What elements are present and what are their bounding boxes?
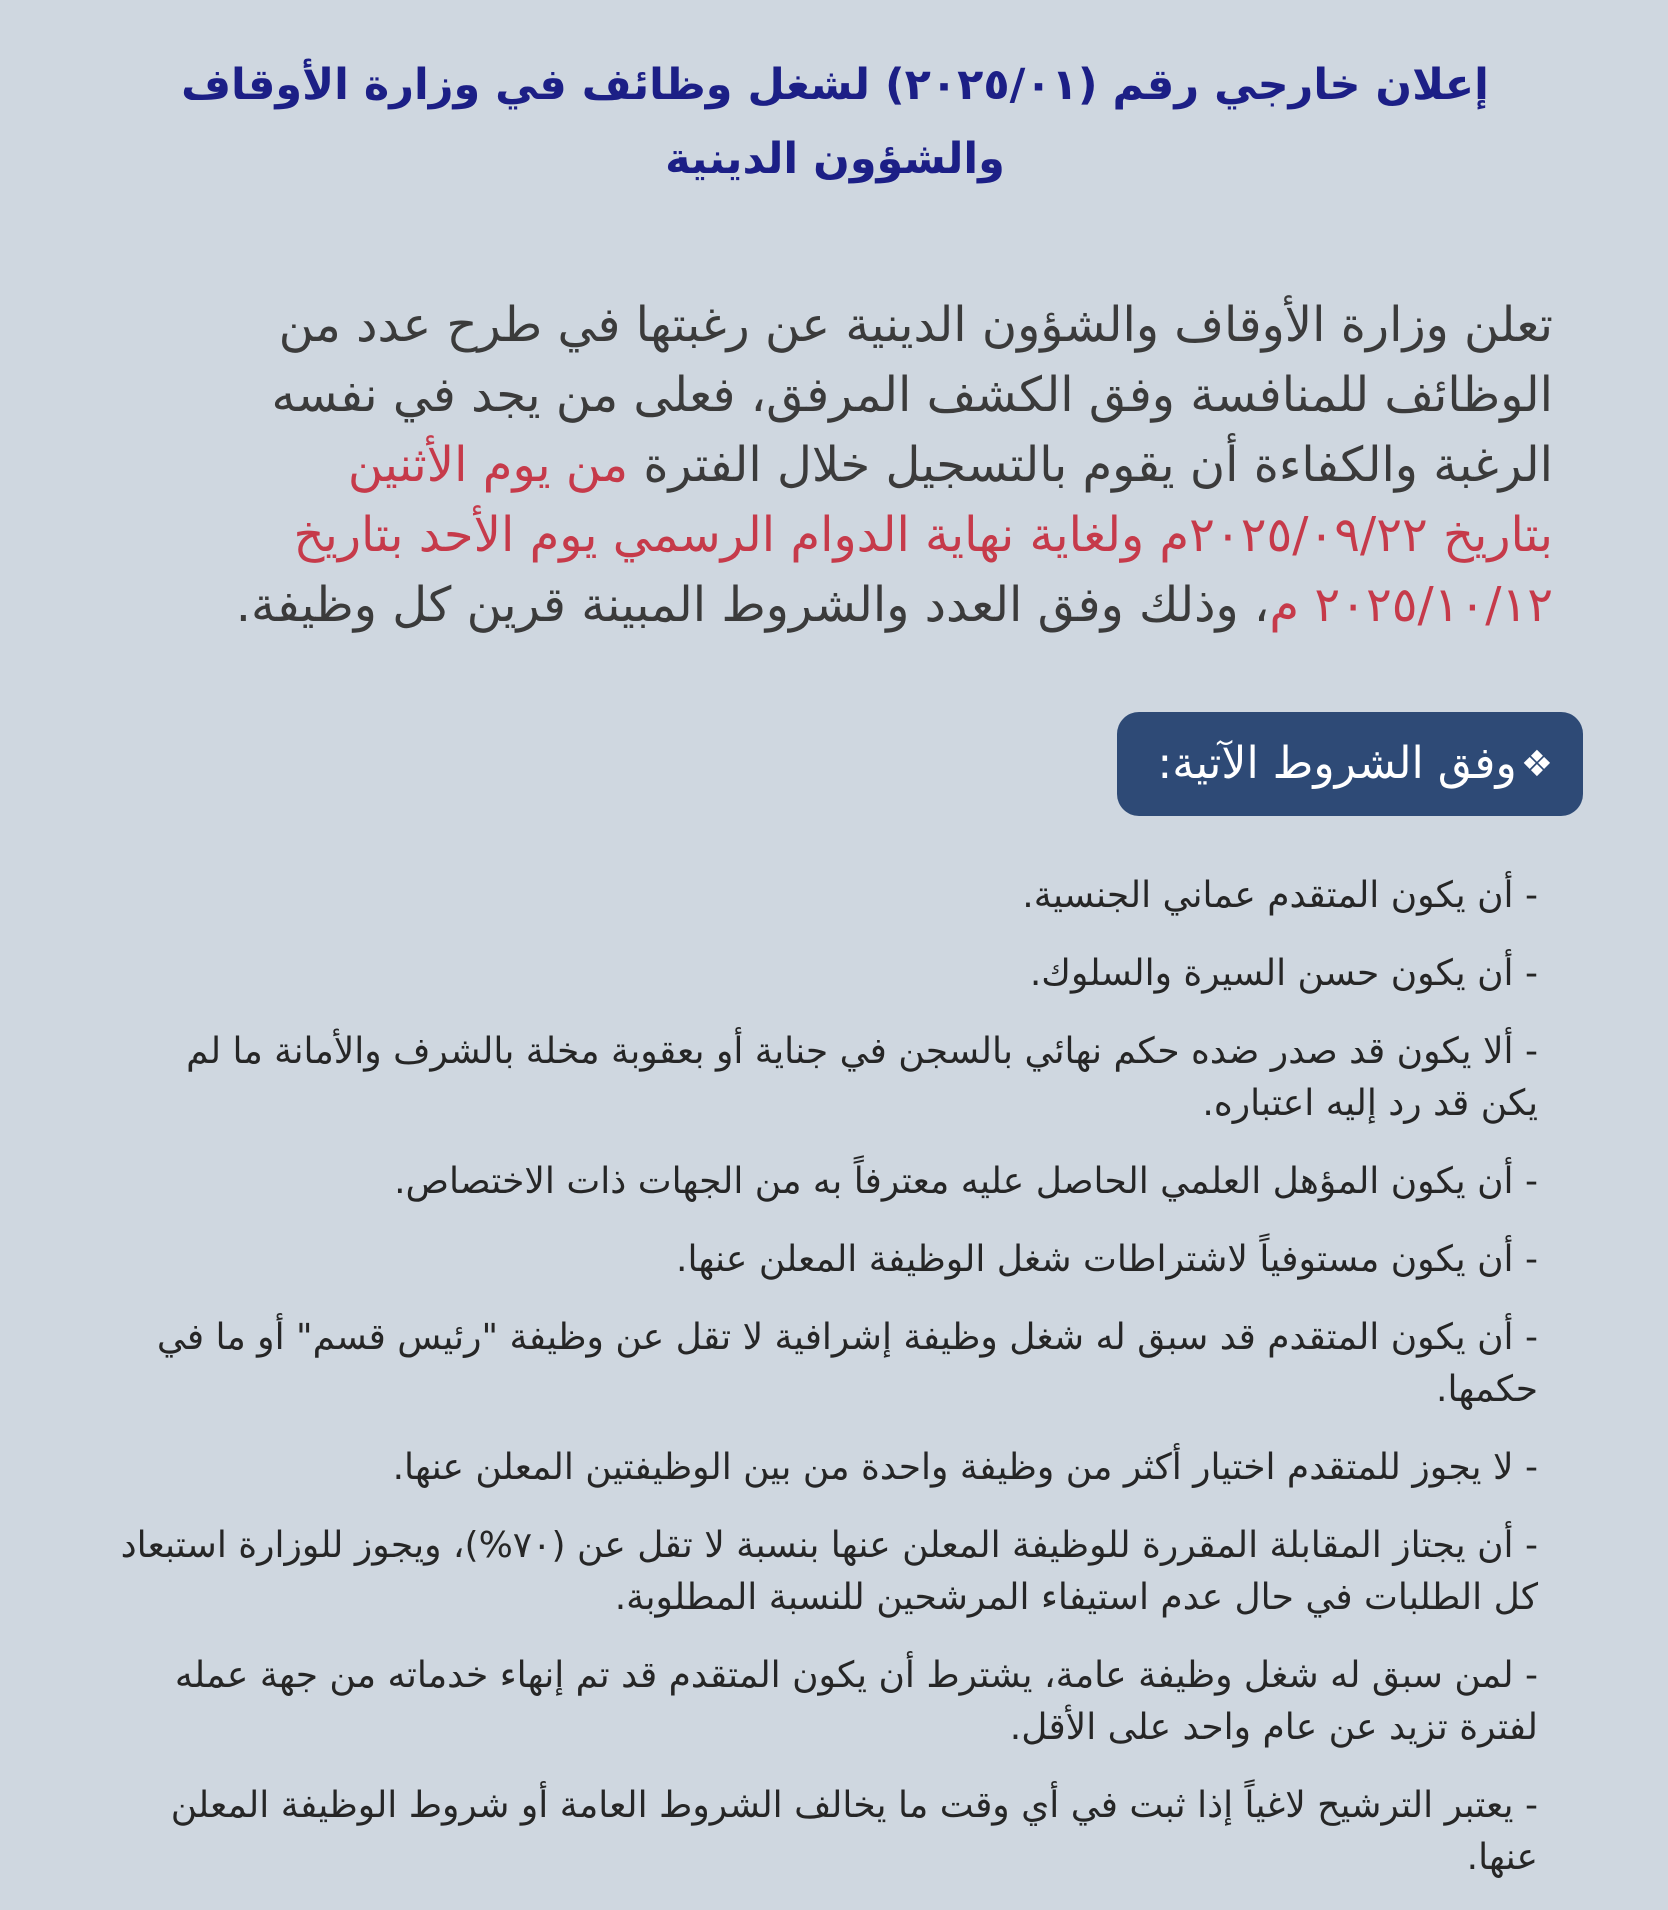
diamond-bullet-icon: ❖	[1520, 743, 1553, 785]
conditions-heading: وفق الشروط الآتية:	[1157, 738, 1517, 789]
condition-item: - أن يكون مستوفياً لاشتراطات شغل الوظيفة المعلن عنها.	[676, 1239, 1538, 1280]
condition-item: - أن يكون المتقدم عماني الجنسية.	[1022, 875, 1538, 916]
condition-item: - ألا يكون قد صدر ضده حكم نهائي بالسجن في جناية أو بعقوبة مخلة بالشرف والأمانة ما لم يكن قد رد إليه اعتباره.	[186, 1031, 1538, 1124]
intro-text-start: تعلن وزارة الأوقاف والشؤون الدينية عن رغبتها في طرح عدد من الوظائف للمنافسة وفق الكشف المرفق، فعلى من يجد في نفسه الرغبة والكفاءة أن يقوم بالتسجيل خلال الفترة	[271, 297, 1553, 493]
intro-paragraph	[223, 290, 1553, 640]
conditions-list	[118, 870, 1538, 1910]
condition-item: - لا يجوز للمتقدم اختيار أكثر من وظيفة واحدة من بين الوظيفتين المعلن عنها.	[392, 1447, 1538, 1488]
announcement-title: إعلان خارجي رقم (٢٠٢٥/٠١) لشغل وظائف في وزارة الأوقاف والشؤون الدينية	[181, 60, 1489, 184]
conditions-heading-box	[1117, 712, 1583, 816]
condition-item: - يعتبر الترشيح لاغياً إذا ثبت في أي وقت ما يخالف الشروط العامة أو شروط الوظيفة المعلن عنها.	[170, 1785, 1538, 1878]
condition-item: - أن يكون المؤهل العلمي الحاصل عليه معترفاً به من الجهات ذات الاختصاص.	[394, 1161, 1538, 1202]
condition-item: - أن يكون المتقدم قد سبق له شغل وظيفة إشرافية لا تقل عن وظيفة "رئيس قسم" أو ما في حكمها.	[156, 1317, 1538, 1410]
registration-period: من يوم الأثنين بتاريخ ٢٠٢٥/٠٩/٢٢م ولغاية نهاية الدوام الرسمي يوم الأحد بتاريخ ٢٠٢٥/١٠/١٢ م	[293, 437, 1553, 633]
condition-item: - لمن سبق له شغل وظيفة عامة، يشترط أن يكون المتقدم قد تم إنهاء خدماته من جهة عمله لفترة تزيد عن عام واحد على الأقل.	[174, 1655, 1538, 1748]
condition-item: - أن يجتاز المقابلة المقررة للوظيفة المعلن عنها بنسبة لا تقل عن (٧٠%)، ويجوز للوزارة استبعاد كل الطلبات في حال عدم استيفاء المرشحين للنسبة المطلوبة.	[120, 1525, 1538, 1618]
condition-item: - أن يكون حسن السيرة والسلوك.	[1029, 953, 1538, 994]
intro-text-end: ، وذلك وفق العدد والشروط المبينة قرين كل وظيفة.	[235, 577, 1270, 633]
